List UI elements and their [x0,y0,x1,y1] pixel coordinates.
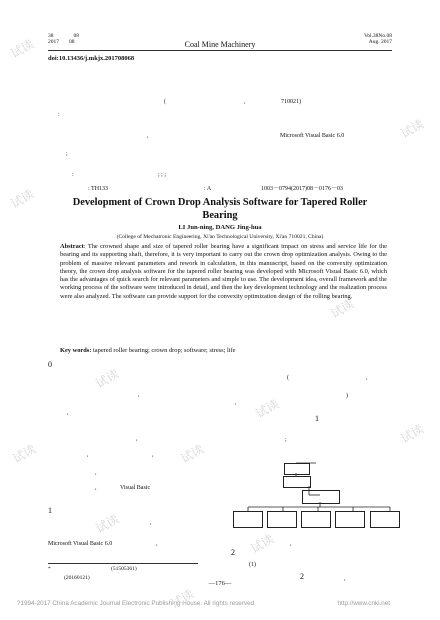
section-0-number: 0 [48,360,52,369]
abstract-semicolon: ; [66,151,68,157]
body-comma-3: , [235,400,237,406]
abstract-text: : The crowned shape and size of tapered roller bearing have a significant impact on stress and service life for the bearing and its supporting shaft, therefore, it is very important to carry out the crown drop optimization analysis. Owing to the problem of massive relevant parameters and rework in calculation, in this manuscript, based on the convexity optimization theory, the crown drop analysis software for the tapered roller bearing was developed with Microsoft Visual Basic 6.0, which has the advantages of quick search for relevant parameters and simple to use. The development idea, overall framework and the working process of the software were introduced in detail, and then the key development technology and the realization process were also analyzed. The software can provide support for the convexity optimization design of the rolling bearing. [60,243,387,300]
watermark-4: 试读 [328,296,357,321]
keywords [60,347,387,355]
footer-url: http://www.cnki.net [337,600,390,607]
footnote-star: * [48,566,51,572]
section-1-number: 1 [48,506,52,515]
body-comma-7: , [152,452,154,458]
keywords-text: tapered roller bearing; crown drop; software; stress; life [91,347,236,354]
affiliation: (College of Mechatronic Engineering, Xi'an Technological University, Xi'an 710021, China) [116,234,324,240]
flowchart-module-box-2 [267,511,297,528]
footnote-rule [48,563,198,564]
classification-number: : TH133 [88,186,109,192]
article-number: 1003－0794(2017)08－0176－03 [261,186,343,192]
watermark-5: 试读 [93,366,122,391]
paper-title: Development of Crown Drop Analysis Software for Tapered Roller Bearing [72,197,368,221]
flowchart-module-box-3 [301,511,331,528]
body-comma-1: , [366,375,368,381]
page-number: —176— [208,580,232,587]
footnote-date: (20160121) [64,575,90,581]
body-comma-12: , [290,541,292,547]
journal-name: Coal Mine Machinery [184,40,256,49]
body-paren-close: ) [346,393,348,399]
affil-comma: , [244,99,246,105]
body-comma-11: , [156,541,158,547]
watermark-7: 试读 [10,441,39,466]
section-2-number: 2 [231,548,235,557]
abstract-software: Microsoft Visual Basic 6.0 [280,133,345,139]
body-comma-5: , [136,436,138,442]
body-comma-8: , [95,470,97,476]
watermark-9: 试读 [398,421,427,446]
body-comma-13: , [344,576,346,582]
authors: LI Jun-ning, DANG Jing-hua [178,224,262,231]
watermark-10: 试读 [93,511,122,536]
keywords-colon: : [72,172,74,178]
watermark-1: 试读 [8,36,37,61]
figure-1-ref: 1 [315,414,319,423]
watermark-8: 试读 [178,441,207,466]
doi: doi:10.13436/j.mkjx.201708068 [48,55,135,62]
header-right [364,33,392,45]
visual-basic-ref: Visual Basic [120,485,151,491]
equation-1-number: (1) [249,562,256,568]
header-volume: 38 [48,33,54,39]
affil-paren: ( [164,99,166,105]
watermark-3: 试读 [8,186,37,211]
abstract-comma: , [147,133,149,139]
watermark-12: 试读 [168,586,197,611]
footer-copyright: ?1994-2017 China Academic Journal Electronic Publishing House. All rights reserved. [17,600,256,607]
header-year: 2017 [48,39,59,45]
watermark-11: 试读 [248,531,277,556]
keywords-label: Key words: [60,347,92,354]
abstract [60,243,387,301]
body-comma-4: , [67,410,69,416]
body-comma-10: , [150,520,152,526]
flowchart-module-box-4 [335,511,365,528]
header-vol: Vol.38No.08 [363,33,392,39]
ms-visual-basic-ref: Microsoft Visual Basic 6.0 [48,541,113,547]
body-paren-open: ( [287,375,289,381]
header-issue: 08 [73,33,79,39]
footnote-grant: (51505361) [111,566,137,572]
affil-zip: 710021) [281,99,301,105]
body-comma-9: , [95,485,97,491]
flowchart-module-box-5 [370,511,400,528]
abstract-colon: : [58,112,60,118]
abstract-label: Abstract [60,243,84,250]
header-rule [48,50,392,51]
keywords-separators: ; ; ; [158,172,167,178]
document-code: : A [204,186,212,192]
body-two: 2 [300,572,304,581]
body-semicolon: ; [285,437,287,443]
header-issue-2: 08 [69,39,75,45]
body-comma-6: , [87,452,89,458]
flowchart-module-box-1 [233,511,263,528]
body-comma-2: , [138,392,140,398]
watermark-6: 试读 [253,396,282,421]
header-date: Aug. 2017 [368,39,392,45]
watermark-2: 试读 [398,116,427,141]
